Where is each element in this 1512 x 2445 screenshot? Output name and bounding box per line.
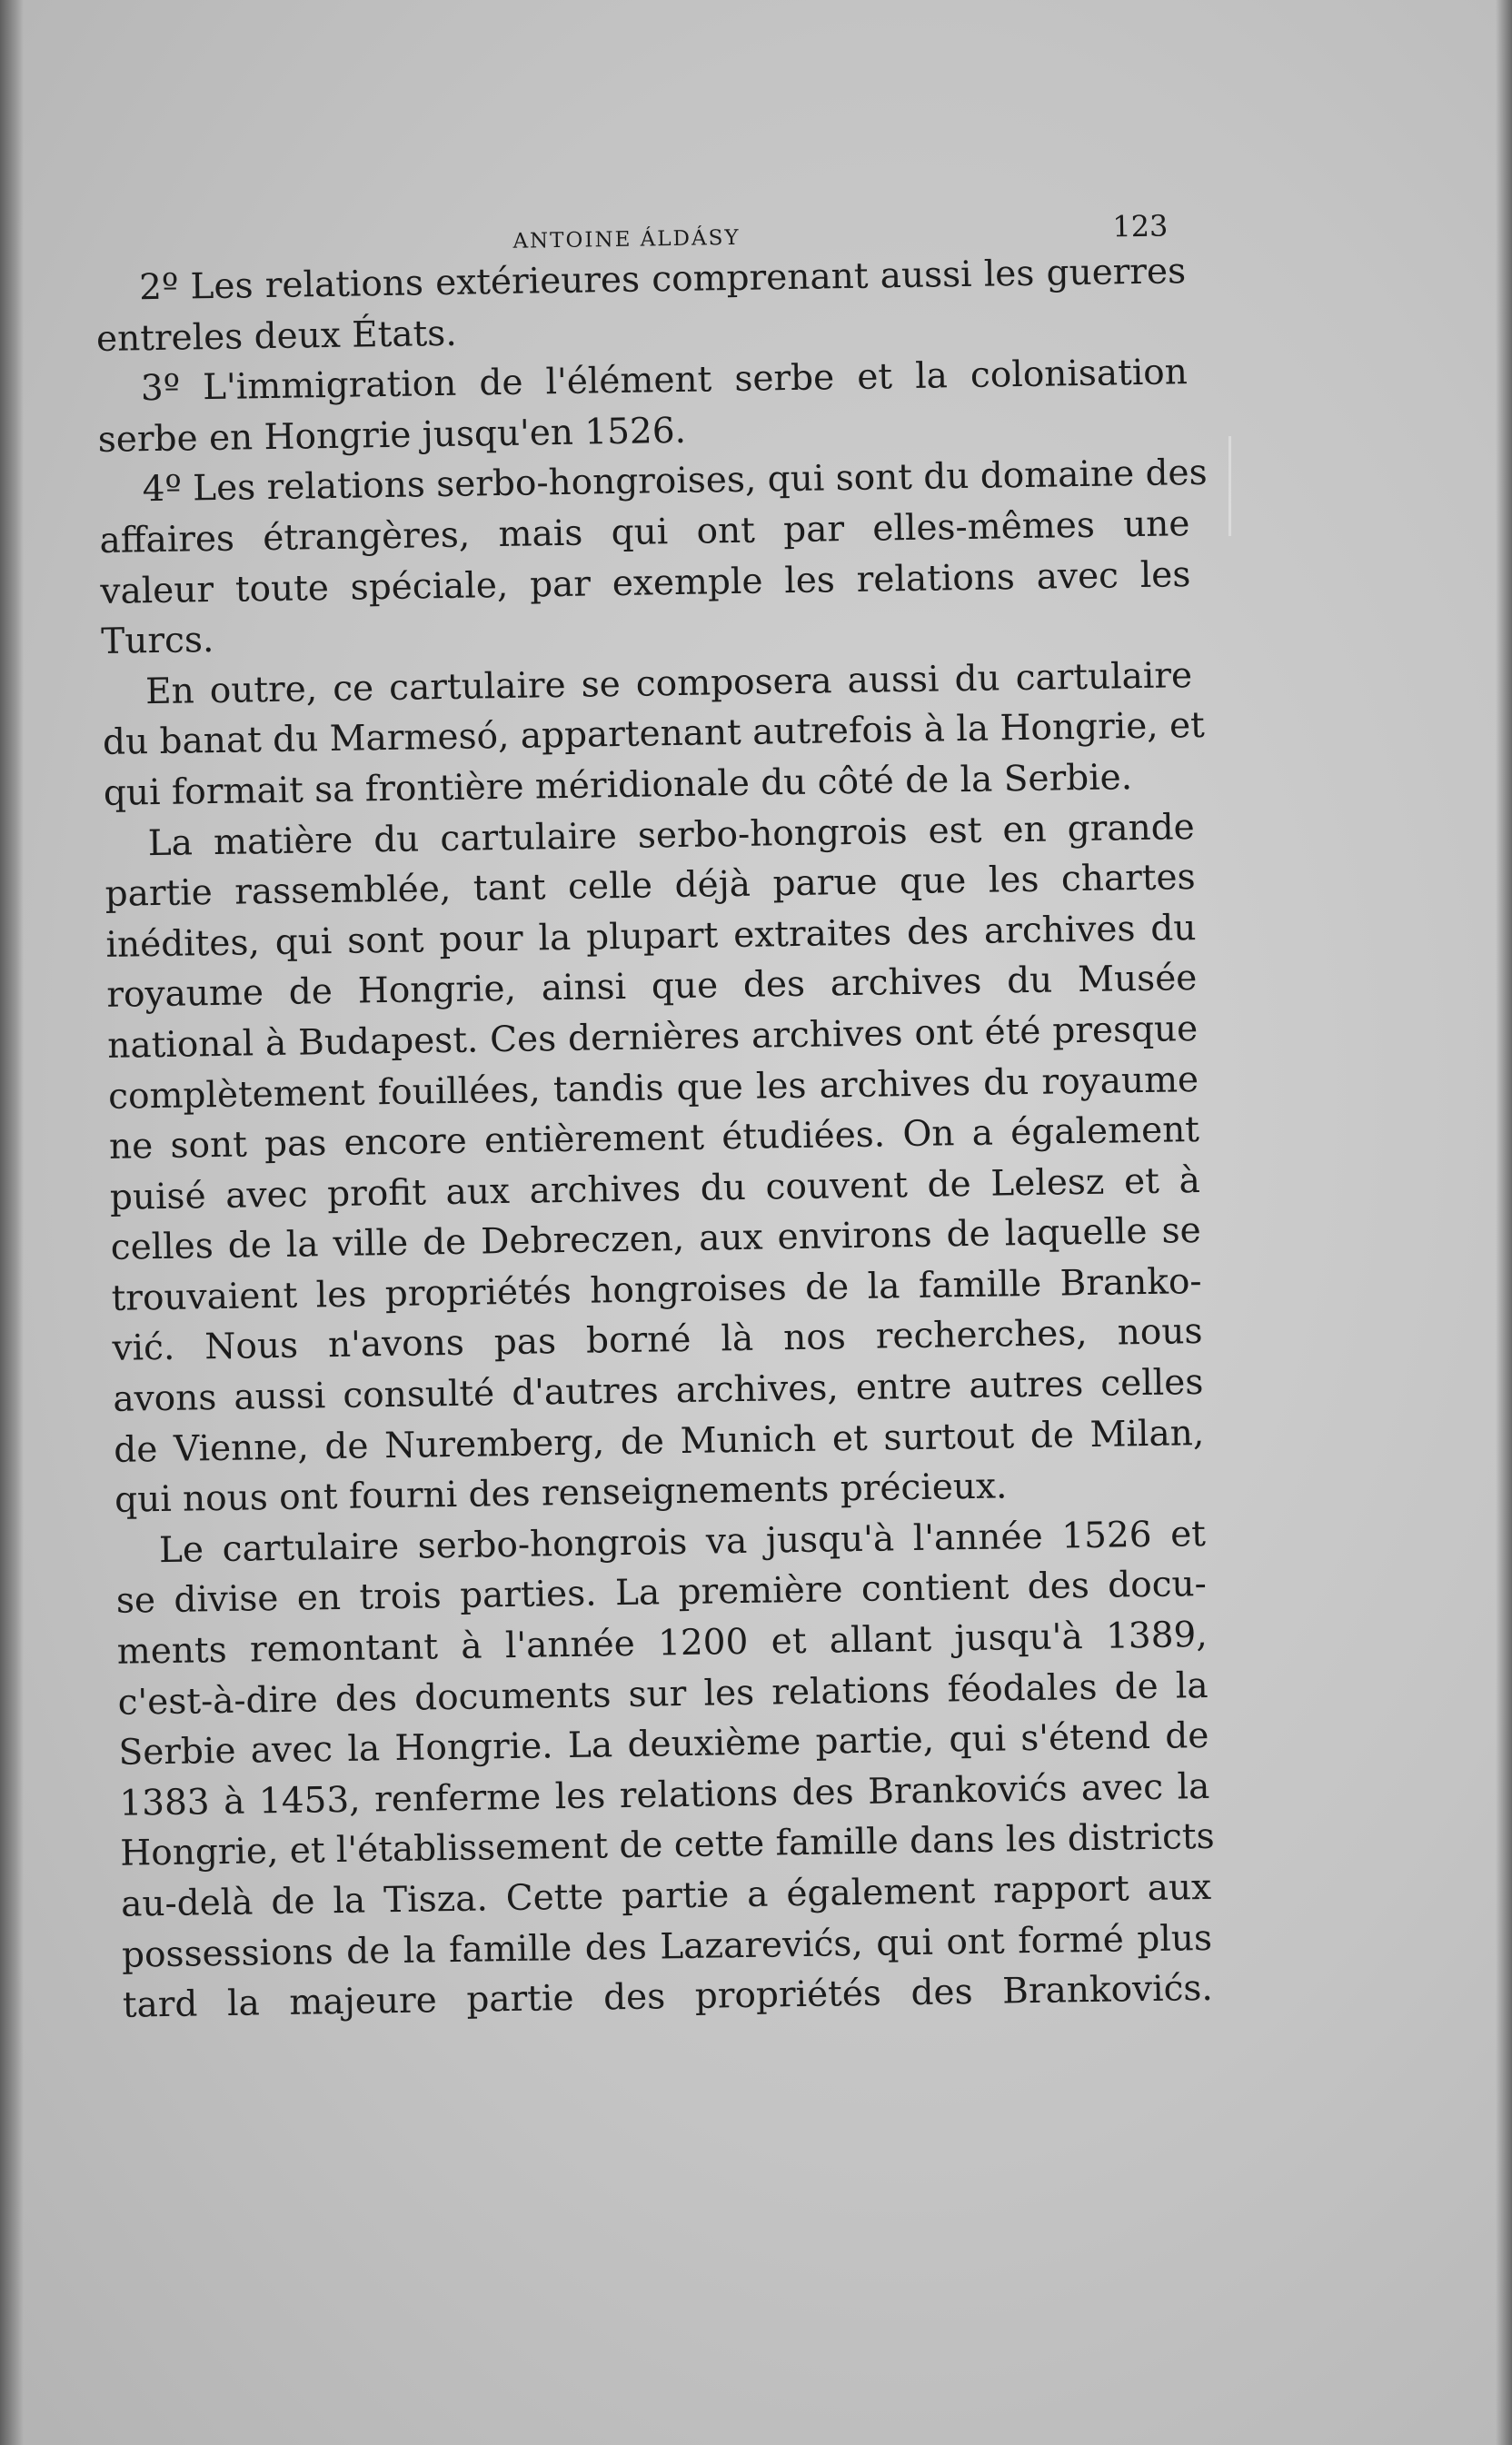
paper-crease-mark: [1228, 436, 1231, 536]
text-line: inédites, qui sont pour la plupart extraites des archives du: [105, 907, 1197, 966]
text-line: du banat du Marmesó, appartenant autrefois à la Hongrie, et: [102, 705, 1206, 764]
text-line: c'est-à-dire des documents sur les relations féodales de la: [117, 1665, 1209, 1724]
page-number: 123: [1111, 208, 1169, 244]
text-line: Serbie avec la Hongrie. La deuxième partie, qui s'étend de: [118, 1715, 1209, 1774]
running-head: ANTOINE ÁLDÁSY: [512, 225, 741, 253]
text-line: possessions de la famille des Lazarevićs, qui ont formé plus: [121, 1917, 1213, 1976]
text-line: 3º L'immigration de l'élément serbe et la colonisation: [140, 352, 1189, 410]
page-left-edge-shadow: [0, 0, 24, 2445]
text-line: complètement fouillées, tandis que les archives du royaume: [107, 1059, 1199, 1118]
text-line: 2º Les relations extérieures comprenant aussi les guerres: [138, 251, 1187, 309]
text-line: La matière du cartulaire serbo-hongrois est en grande: [147, 806, 1196, 864]
text-line: qui nous ont fourni des renseignements précieux.: [114, 1466, 1008, 1522]
text-line: puisé avec profit aux archives du couvent de Lelesz et à: [109, 1159, 1201, 1218]
text-line: serbe en Hongrie jusqu'en 1526.: [97, 410, 687, 461]
text-line: celles de la ville de Debreczen, aux environs de laquelle se: [110, 1210, 1202, 1269]
text-line: ments remontant à l'année 1200 et allant jusqu'à 1389,: [116, 1614, 1208, 1673]
text-line: ne sont pas encore entièrement étudiées. On a également: [108, 1109, 1200, 1168]
text-line: royaume de Hongrie, ainsi que des archives du Musée: [106, 958, 1198, 1017]
page-right-edge-shadow: [1496, 0, 1512, 2445]
text-line: Hongrie, et l'établissement de cette famille dans les districts: [119, 1816, 1215, 1875]
text-line: Turcs.: [100, 620, 214, 663]
text-line: affaires étrangères, mais qui ont par elles-mêmes une: [99, 503, 1190, 562]
text-line: Le cartulaire serbo-hongrois va jusqu'à l'année 1526 et: [158, 1513, 1207, 1571]
text-line: trouvaient les propriétés hongroises de la famille Branko-: [111, 1260, 1202, 1319]
text-line: qui formait sa frontière méridionale du côté de la Serbie.: [103, 757, 1133, 814]
text-line: national à Budapest. Ces dernières archives ont été presque: [106, 1008, 1199, 1067]
text-line: En outre, ce cartulaire se composera aussi du cartulaire: [144, 654, 1193, 712]
text-line: valeur toute spéciale, par exemple les relations avec les: [100, 553, 1191, 612]
text-line: avons aussi consulté d'autres archives, entre autres celles: [113, 1362, 1204, 1420]
text-line: vić. Nous n'avons pas borné là nos recherches, nous: [112, 1311, 1203, 1370]
page-text-block: [94, 201, 1213, 2031]
text-line: de Vienne, de Nuremberg, de Munich et surtout de Milan,: [113, 1412, 1205, 1471]
text-line: se divise en trois parties. La première contient des docu-: [115, 1564, 1208, 1623]
body-text: [95, 246, 1213, 2031]
text-line: au-delà de la Tisza. Cette partie a également rapport aux: [120, 1866, 1212, 1925]
text-line: 4º Les relations serbo-hongroises, qui sont du domaine des: [142, 452, 1208, 511]
text-line: entreles deux États.: [95, 313, 457, 360]
text-line: 1383 à 1453, renferme les relations des Brankovićs avec la: [119, 1765, 1210, 1824]
text-line: tard la majeure partie des propriétés des Brankovićs.: [122, 1968, 1214, 2026]
text-line: partie rassemblée, tant celle déjà parue que les chartes: [104, 857, 1196, 916]
